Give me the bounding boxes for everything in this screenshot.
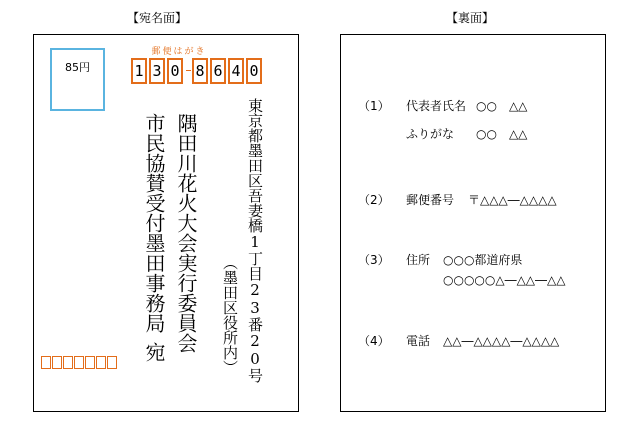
item-value: △△―△△△△―△△△△: [443, 334, 560, 348]
address-note: （墨田区役所内）: [221, 255, 239, 375]
item-value: ○○○都道府県: [443, 253, 523, 267]
zip-digit: 8: [192, 58, 208, 84]
item-label: 郵便番号: [406, 193, 455, 207]
item-number: （4）: [358, 334, 390, 348]
sender-zip-box: [41, 356, 51, 369]
furigana-row: [358, 125, 527, 142]
sender-zip-box: [63, 356, 73, 369]
honorific: 宛: [142, 342, 166, 362]
zip-digit: 0: [246, 58, 262, 84]
stamp-box: [50, 48, 105, 111]
zip-digit: 3: [149, 58, 165, 84]
zip-separator: [186, 70, 191, 71]
phone-row: [358, 332, 559, 349]
item-label: 電話: [406, 334, 431, 348]
zip-digit: 0: [167, 58, 183, 84]
sender-zip-box: [96, 356, 106, 369]
zip-code-sub: [192, 58, 262, 84]
sender-zip-box: [107, 356, 117, 369]
recipient-line-2: 市民協賛受付墨田事務局: [142, 113, 166, 333]
item-label: ふりがな: [406, 127, 455, 141]
postcard-label: 郵便はがき: [151, 47, 207, 57]
representative-name-row: [358, 97, 527, 114]
item-number: （2）: [358, 193, 390, 207]
postcard-front: [33, 34, 299, 412]
item-value: ○○○○○△―△△―△△: [443, 273, 566, 287]
postcard-back: [340, 34, 606, 412]
address-row: [358, 251, 522, 268]
address-text: 東京都墨田区吾妻橋1丁目23番20号: [246, 98, 264, 383]
item-number: （3）: [358, 253, 390, 267]
item-value: 〒△△△―△△△△: [468, 193, 557, 207]
back-side-label: 【裏面】: [446, 11, 495, 25]
zip-code-main: [131, 58, 183, 84]
item-value: ○○ △△: [476, 99, 528, 113]
item-value: ○○ △△: [476, 127, 528, 141]
address-row-continued: [443, 273, 566, 287]
zip-digit: 4: [228, 58, 244, 84]
item-label: 代表者氏名: [406, 99, 467, 113]
postal-code-row: [358, 191, 557, 208]
sender-zip-box: [52, 356, 62, 369]
item-number: （1）: [358, 99, 390, 113]
zip-digit: 6: [210, 58, 226, 84]
sender-zip-boxes: [41, 356, 117, 369]
sender-zip-box: [74, 356, 84, 369]
front-side-label: 【宛名面】: [127, 11, 188, 25]
sender-zip-box: [85, 356, 95, 369]
stamp-value: 85円: [65, 61, 90, 74]
zip-digit: 1: [131, 58, 147, 84]
item-label: 住所: [406, 253, 431, 267]
recipient-line-1: 隅田川花火大会実行委員会: [174, 113, 198, 353]
